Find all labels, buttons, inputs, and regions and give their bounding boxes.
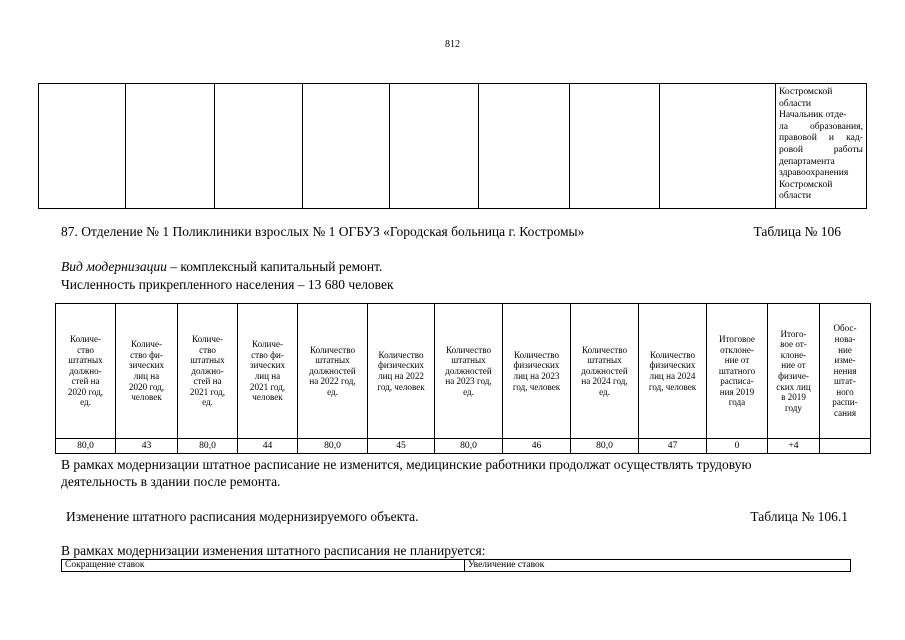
column-header <box>435 304 503 439</box>
header-text-line: штатных <box>190 355 225 366</box>
header-text-line: должностей <box>581 365 628 376</box>
cell-text-line: ла образования, <box>779 120 863 132</box>
header-text-line: ство <box>77 344 94 355</box>
table-cell: 46 <box>503 439 571 454</box>
header-text-line: Количество <box>378 349 424 360</box>
header-text-line: зических <box>249 360 286 371</box>
header-text-line: зических <box>128 360 165 371</box>
table-cell: 0 <box>707 439 768 454</box>
continued-table <box>38 83 867 209</box>
header-text-line: Количество <box>309 344 356 355</box>
header-text-line: году <box>785 402 802 413</box>
column-header <box>768 304 820 439</box>
reduction-column-header: Сокращение ставок <box>62 560 465 572</box>
header-text-line: год, человек <box>377 381 425 392</box>
cell-text-line: департамента <box>779 155 835 167</box>
header-text-line: должностей <box>445 365 492 376</box>
table-cell: 45 <box>368 439 435 454</box>
header-text-line: 2021 год, <box>249 381 286 392</box>
header-text-line: физических <box>649 360 696 371</box>
header-text-line: ство фи- <box>130 349 163 360</box>
population-line: Численность прикрепленного населения – 13 680 человек <box>61 277 394 292</box>
header-text-line: лиц на 2022 <box>378 371 424 381</box>
header-text-line: физиче- <box>778 371 809 381</box>
cell-text-line: Начальник отде- <box>779 109 847 121</box>
table-cell <box>479 84 570 209</box>
table-cell: +4 <box>768 439 820 454</box>
cell-text-line: правовой и кад- <box>779 132 863 144</box>
header-text-line: штатного <box>718 365 756 376</box>
header-text-line: физических <box>378 360 424 371</box>
header-text-line: человек <box>131 392 162 403</box>
table-cell: 80,0 <box>298 439 368 454</box>
note-line: В рамках модернизации штатное расписание не изменится, медицинские работники продолжат осуществлять трудовую <box>61 457 752 472</box>
header-text-line: ед. <box>599 386 610 397</box>
column-header <box>820 304 871 439</box>
header-text-line: год, человек <box>648 381 697 392</box>
header-text-line: 2020 год, <box>67 386 104 397</box>
column-header <box>298 304 368 439</box>
header-text-line: на 2023 год, <box>445 376 492 387</box>
header-text-line: ния 2019 <box>719 386 755 397</box>
cell-text-line: здравоохранения <box>779 167 849 179</box>
note-line: деятельность в здании после ремонта. <box>61 474 281 489</box>
table-cell: 80,0 <box>178 439 238 454</box>
header-text-line: штат- <box>834 376 856 387</box>
column-header <box>707 304 768 439</box>
column-header <box>639 304 707 439</box>
header-text-line: человек <box>252 392 283 403</box>
header-text-line: вое от- <box>780 339 807 350</box>
header-text-line: стей на <box>193 376 222 387</box>
table-row <box>56 439 871 454</box>
header-text-line: распи- <box>832 397 858 408</box>
header-text-line: должностей <box>309 365 356 376</box>
header-text-line: лиц на 2024 <box>649 371 696 381</box>
table-number: Таблица № 106.1 <box>750 509 848 524</box>
header-text-line: ние от <box>724 355 750 366</box>
header-text-line: Обос- <box>833 323 857 334</box>
header-text-line: нова- <box>834 333 856 344</box>
table-cell <box>660 84 776 209</box>
header-text-line: должно- <box>69 365 102 376</box>
column-header <box>368 304 435 439</box>
table-cell <box>570 84 660 209</box>
header-text-line: ед. <box>327 386 338 397</box>
table-cell: 44 <box>238 439 298 454</box>
header-text-line: отклоне- <box>720 344 754 355</box>
column-header <box>571 304 639 439</box>
increase-column-header: Увеличение ставок <box>465 560 851 572</box>
column-header <box>178 304 238 439</box>
header-text-line: Итоговое <box>719 333 755 344</box>
table-cell <box>390 84 479 209</box>
table-cell: 47 <box>639 439 707 454</box>
table-cell <box>39 84 126 209</box>
table-cell <box>820 439 871 454</box>
table-cell: 80,0 <box>56 439 116 454</box>
cell-text-line: Костромской <box>779 86 833 97</box>
table-header-row <box>56 304 871 439</box>
header-text-line: сания <box>833 408 857 419</box>
column-header <box>238 304 298 439</box>
header-text-line: штатных <box>451 355 486 366</box>
header-text-line: Количе- <box>191 333 224 344</box>
modernization-value: – комплексный капитальный ремонт. <box>166 259 383 274</box>
table-cell <box>126 84 215 209</box>
header-text-line: в 2019 <box>781 392 806 403</box>
change-title: Изменение штатного расписания модернизируемого объекта. <box>66 509 419 524</box>
table-header-row <box>62 560 851 572</box>
header-text-line: стей на <box>71 376 100 387</box>
staffing-change-table <box>61 559 851 572</box>
header-text-line: Количество <box>513 349 560 360</box>
table-cell <box>303 84 390 209</box>
header-text-line: штатных <box>315 355 350 366</box>
staffing-table <box>55 303 871 454</box>
header-text-line: на 2024 год, <box>581 376 628 387</box>
page-number: 812 <box>445 39 460 50</box>
header-text-line: штатных <box>68 355 103 366</box>
header-text-line: ских лиц <box>776 381 811 392</box>
header-text-line: лиц на 2023 <box>513 371 560 381</box>
modernization-label: Вид модернизации <box>61 259 167 274</box>
column-header <box>503 304 571 439</box>
cell-text-line: Костромской <box>779 178 833 190</box>
column-header <box>56 304 116 439</box>
header-text-line: лиц на <box>133 371 160 381</box>
header-text-line: должно- <box>191 365 224 376</box>
modernization-line <box>61 259 382 275</box>
header-text-line: Количество <box>581 344 628 355</box>
header-text-line: физических <box>513 360 560 371</box>
header-text-line: клоне- <box>780 349 807 360</box>
column-header <box>116 304 178 439</box>
header-text-line: ед. <box>80 397 91 408</box>
header-text-line: ного <box>836 386 854 397</box>
header-text-line: Количество <box>445 344 492 355</box>
header-text-line: Итого- <box>780 328 807 339</box>
header-text-line: Количе- <box>251 339 284 350</box>
table-cell: 43 <box>116 439 178 454</box>
cell-text-line: ровой работы <box>779 143 863 155</box>
table-cell <box>215 84 303 209</box>
header-text-line: год, человек <box>512 381 561 392</box>
header-text-line: ед. <box>463 386 474 397</box>
header-text-line: на 2022 год, <box>309 376 356 387</box>
header-text-line: ед. <box>202 397 213 408</box>
no-change-line: В рамках модернизации изменения штатного расписания не планируется: <box>61 543 486 558</box>
responsible-cell <box>776 84 867 209</box>
table-cell: 80,0 <box>435 439 503 454</box>
cell-text-line: области <box>779 190 812 202</box>
header-text-line: ство <box>199 344 216 355</box>
cell-text-line: области <box>779 97 812 109</box>
table-cell: 80,0 <box>571 439 639 454</box>
header-text-line: ние <box>838 344 852 355</box>
header-text-line: 2020 год, <box>128 381 165 392</box>
header-text-line: изме- <box>834 355 856 366</box>
header-text-line: лиц на <box>254 371 281 381</box>
header-text-line: ние от <box>781 360 806 371</box>
header-text-line: нения <box>833 365 857 376</box>
header-text-line: ство фи- <box>251 349 284 360</box>
header-text-line: штатных <box>587 355 622 366</box>
header-text-line: Количе- <box>130 339 163 350</box>
header-text-line: Количество <box>649 349 696 360</box>
header-text-line: Количе- <box>69 333 102 344</box>
section-title: 87. Отделение № 1 Поликлиники взрослых № 1 ОГБУЗ «Городская больница г. Костромы» <box>61 224 585 239</box>
header-text-line: расписа- <box>720 376 754 387</box>
header-text-line: 2021 год, <box>189 386 226 397</box>
header-text-line: года <box>728 397 746 408</box>
table-number: Таблица № 106 <box>753 224 841 239</box>
